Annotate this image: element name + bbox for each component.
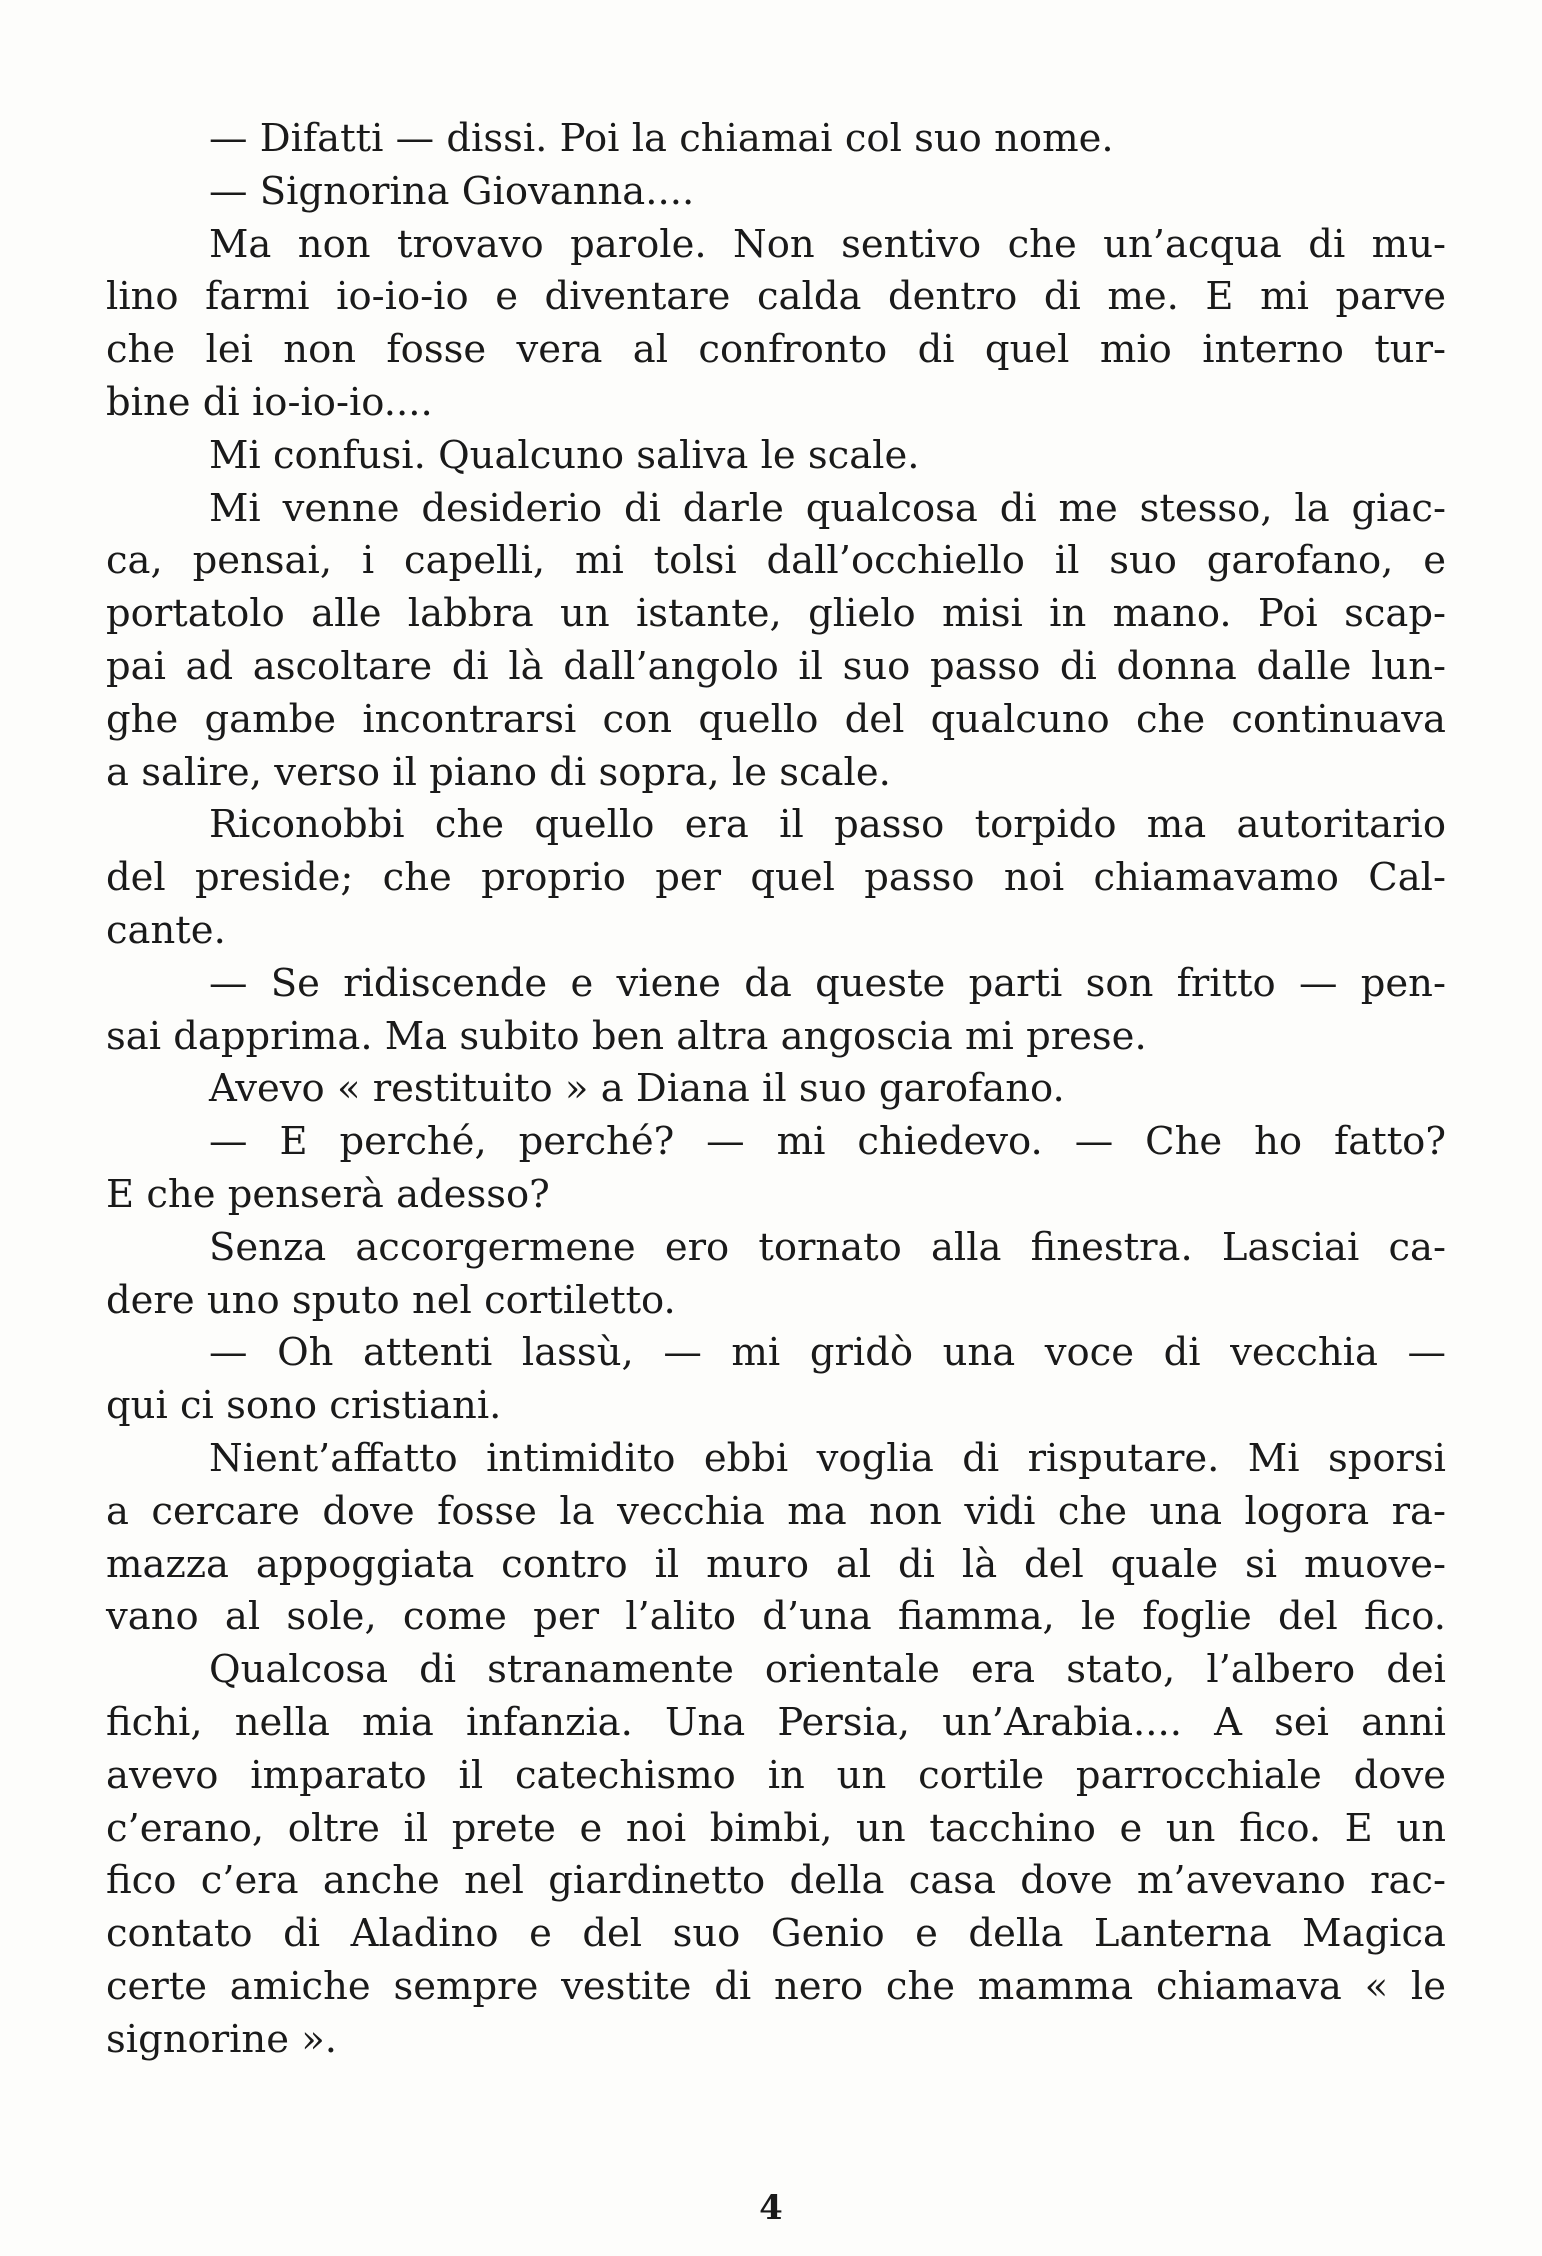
text-line: che lei non fosse vera al confronto di quel mio interno tur- (106, 327, 1446, 373)
text-line: vano al sole, come per l’alito d’una fiamma, le foglie del fico. (106, 1594, 1446, 1640)
text-line: sai dapprima. Ma subito ben altra angoscia mi prese. (106, 1013, 1147, 1059)
page-number: 4 (759, 2188, 783, 2228)
text-line: Riconobbi che quello era il passo torpido ma autoritario (209, 802, 1446, 848)
text-line: certe amiche sempre vestite di nero che mamma chiamava « le (106, 1963, 1446, 2009)
text-line: contato di Aladino e del suo Genio e della Lanterna Magica (106, 1911, 1446, 1957)
text-line: ca, pensai, i capelli, mi tolsi dall’occhiello il suo garofano, e (106, 538, 1446, 584)
text-line: Avevo « restituito » a Diana il suo garofano. (209, 1066, 1065, 1112)
text-line: — Difatti — dissi. Poi la chiamai col suo nome. (209, 116, 1114, 161)
body-text (106, 113, 1446, 2066)
text-line: a salire, verso il piano di sopra, le scale. (106, 749, 891, 795)
text-line: pai ad ascoltare di là dall’angolo il suo passo di donna dalle lun- (106, 643, 1446, 689)
text-line: del preside; che proprio per quel passo noi chiamavamo Cal- (106, 855, 1446, 901)
text-line: — Oh attenti lassù, — mi gridò una voce di vecchia — (209, 1330, 1446, 1376)
text-line: — E perché, perché? — mi chiedevo. — Che ho fatto? (209, 1119, 1446, 1165)
text-line: fico c’era anche nel giardinetto della casa dove m’avevano rac- (106, 1858, 1446, 1904)
text-line: fichi, nella mia infanzia. Una Persia, un’Arabia.... A sei anni (106, 1699, 1446, 1745)
text-line: dere uno sputo nel cortiletto. (106, 1277, 676, 1323)
text-line: — Signorina Giovanna.... (209, 168, 695, 214)
text-line: portatolo alle labbra un istante, glielo misi in mano. Poi scap- (106, 591, 1446, 637)
text-line: Senza accorgermene ero tornato alla finestra. Lasciai ca- (209, 1224, 1446, 1270)
text-line: cante. (106, 907, 226, 953)
text-line: a cercare dove fosse la vecchia ma non vidi che una logora ra- (106, 1488, 1446, 1534)
text-line: qui ci sono cristiani. (106, 1383, 502, 1429)
text-line: mazza appoggiata contro il muro al di là del quale si muove- (106, 1541, 1446, 1587)
text-line: Ma non trovavo parole. Non sentivo che un’acqua di mu- (209, 221, 1446, 267)
text-line: Nient’affatto intimidito ebbi voglia di risputare. Mi sporsi (209, 1435, 1446, 1481)
text-line: E che penserà adesso? (106, 1171, 550, 1217)
text-line: signorine ». (106, 2016, 338, 2062)
text-line: Qualcosa di stranamente orientale era stato, l’albero dei (209, 1647, 1446, 1693)
text-line: Mi venne desiderio di darle qualcosa di me stesso, la giac- (209, 485, 1446, 531)
text-line: bine di io-io-io.... (106, 379, 433, 425)
text-line: lino farmi io-io-io e diventare calda dentro di me. E mi parve (106, 274, 1446, 320)
text-line: Mi confusi. Qualcuno saliva le scale. (209, 432, 920, 478)
text-line: — Se ridiscende e viene da queste parti son fritto — pen- (209, 960, 1446, 1006)
text-line: avevo imparato il catechismo in un cortile parrocchiale dove (106, 1752, 1446, 1798)
text-line: c’erano, oltre il prete e noi bimbi, un tacchino e un fico. E un (106, 1805, 1446, 1851)
text-line: ghe gambe incontrarsi con quello del qualcuno che continuava (106, 696, 1446, 742)
